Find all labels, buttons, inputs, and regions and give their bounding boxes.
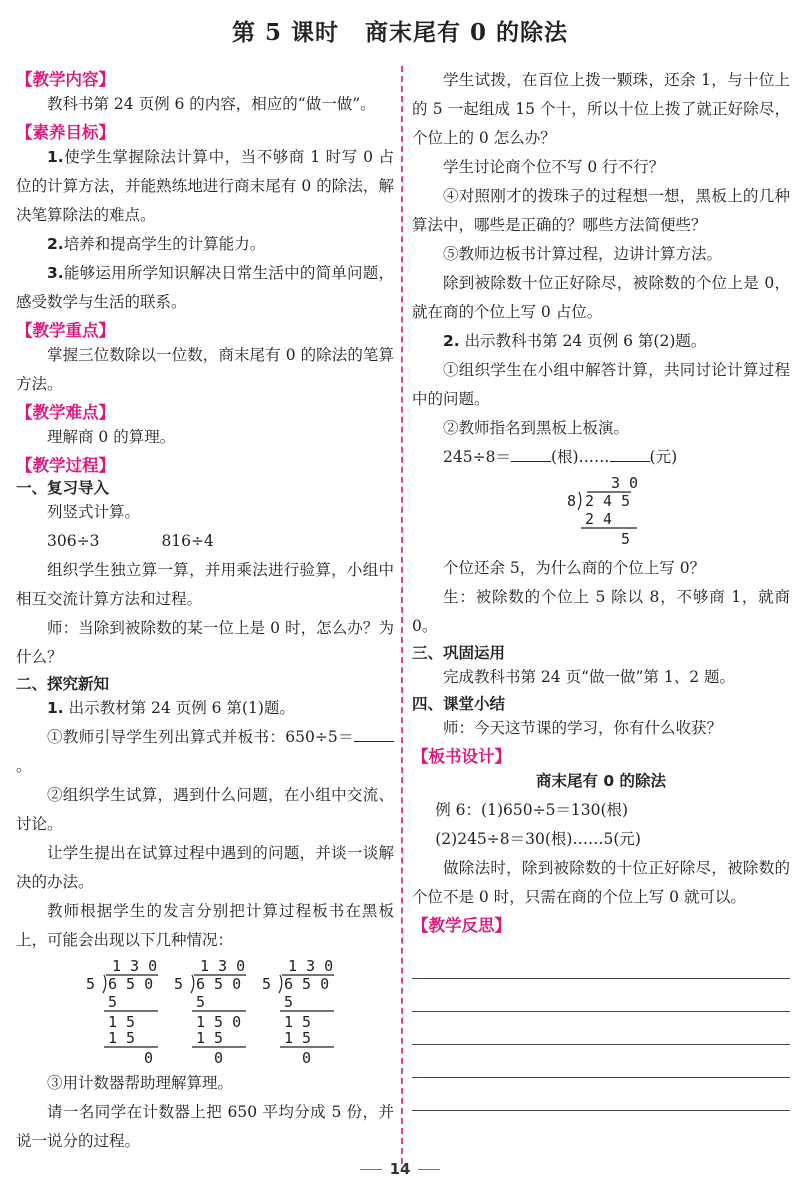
division-case-2: [174, 957, 246, 1067]
s2-p17: 个位还余 5，为什么商的个位上写 0？: [443, 559, 706, 577]
writing-line[interactable]: [412, 979, 790, 1012]
s2-p2: ①教师引导学生列出算式并板书：650÷5＝。: [16, 723, 394, 781]
goal-3: 3.能够运用所学知识解决日常生活中的简单问题，感受数学与生活的联系。: [16, 264, 394, 311]
d245-dividend: 2 4 5: [585, 492, 631, 510]
case2-dividend: 6 5 0: [196, 975, 242, 993]
title-topic: 商末尾有 0 的除法: [365, 19, 569, 46]
section-board-heading: 【板书设计】: [412, 747, 511, 766]
case1-remainder: 0: [144, 1049, 154, 1067]
case1-step3: 1 5: [108, 1029, 136, 1047]
case1-dividend: 6 5 0: [108, 975, 154, 993]
section-difficulty-heading: 【教学难点】: [16, 403, 115, 422]
s2-p10: ④对照刚才的拨珠子的过程想一想，黑板上的几种算法中，哪些是正确的？哪些方法简便些？: [412, 187, 790, 234]
board-line-1: 例 6：(1)650÷5＝130(根): [435, 801, 629, 819]
s1-p3: 师：当除到被除数的某一位上是 0 时，怎么办？为什么？: [16, 619, 394, 666]
d245-quotient: 3 0: [611, 474, 639, 492]
title-lesson: 第 5 课时: [231, 19, 339, 46]
case3-dividend: 6 5 0: [284, 975, 330, 993]
case2-step3: 1 5: [196, 1029, 224, 1047]
goal-1: 1.使学生掌握除法计算中，当不够商 1 时写 0 占位的计算方法，并能熟练地进行商末尾有 0 的除法，解决笔算除法的难点。: [16, 148, 394, 224]
division-case-3: [262, 957, 334, 1067]
division-245-svg: [412, 472, 790, 554]
case2-quotient: 1 3 0: [200, 957, 246, 975]
d245-remainder: 5: [621, 530, 631, 548]
s4-p1: 师：今天这节课的学习，你有什么收获？: [443, 719, 723, 737]
s2-p1: 1. 出示教材第 24 页例 6 第(1)题。: [47, 699, 295, 717]
board-line-3: 做除法时，除到被除数的十位正好除尽，被除数的个位不是 0 时，只需在商的个位上写 0 就可以。: [412, 859, 790, 906]
d245-divisor: 8: [567, 492, 577, 510]
case1-quotient: 1 3 0: [112, 957, 158, 975]
page-number: 14: [0, 1160, 800, 1178]
case2-divisor: 5: [174, 975, 184, 993]
s2-p15: ②教师指名到黑板上板演。: [443, 419, 630, 437]
s2-p6: ③用计数器帮助理解算理。: [47, 1074, 234, 1092]
answer-blank[interactable]: [354, 727, 394, 742]
section-goals-heading: 【素养目标】: [16, 123, 115, 142]
blank-remainder[interactable]: [610, 447, 650, 462]
s2-p14: ①组织学生在小组中解答计算，共同讨论计算过程中的问题。: [412, 361, 790, 408]
board-line-2: (2)245÷8＝30(根)……5(元): [435, 830, 641, 848]
s1-p1: 列竖式计算。: [47, 503, 141, 521]
case3-quotient: 1 3 0: [288, 957, 334, 975]
writing-line[interactable]: [412, 1078, 790, 1111]
case2-remainder: 0: [214, 1049, 224, 1067]
s2-p12: 除到被除数十位正好除尽，被除数的个位上是 0，就在商的个位上写 0 占位。: [412, 274, 790, 321]
s2-p11: ⑤教师边板书计算过程，边讲计算方法。: [443, 245, 723, 263]
step-2-heading: 二、探究新知: [16, 675, 110, 693]
section-process-heading: 【教学过程】: [16, 456, 115, 475]
case1-step1: 5: [108, 993, 118, 1011]
division-cases-svg: [16, 957, 394, 1069]
page-title: [0, 14, 800, 47]
s2-p8: 学生试拨，在百位上拨一颗珠，还余 1，与十位上的 5 一起组成 15 个十，所以十位上拨了就正好除尽，个位上的 0 怎么办？: [412, 71, 790, 147]
s2-p4: 让学生提出在试算过程中遇到的问题，并谈一谈解决的办法。: [16, 844, 394, 891]
content-text: 教科书第 24 页例 6 的内容，相应的“做一做”。: [47, 95, 376, 113]
column-divider: [401, 66, 403, 1164]
case2-step2: 1 5 0: [196, 1013, 242, 1031]
s2-p13: 2. 出示教科书第 24 页例 6 第(2)题。: [443, 332, 707, 350]
s1-exprs: 306÷3 816÷4: [47, 532, 214, 550]
writing-line[interactable]: [412, 1012, 790, 1045]
right-column: [412, 66, 790, 1111]
step-1-heading: 一、复习导入: [16, 479, 110, 497]
key-text: 掌握三位数除以一位数，商末尾有 0 的除法的笔算方法。: [16, 346, 394, 393]
s2-p16: 245÷8＝ (根)…… (元): [443, 448, 678, 466]
division-cases: [16, 957, 394, 1069]
s3-p1: 完成教科书第 24 页“做一做”第 1、2 题。: [443, 668, 736, 686]
d245-step1: 2 4: [585, 510, 613, 528]
step-4-heading: 四、课堂小结: [412, 695, 506, 713]
left-column: [16, 66, 394, 1156]
writing-line[interactable]: [412, 1045, 790, 1078]
s2-p3: ②组织学生试算，遇到什么问题，在小组中交流、讨论。: [16, 786, 394, 833]
case3-step2: 1 5: [284, 1013, 312, 1031]
s2-p5: 教师根据学生的发言分别把计算过程板书在黑板上，可能会出现以下几种情况：: [16, 902, 394, 949]
case2-step1: 5: [196, 993, 206, 1011]
case3-step3: 1 5: [284, 1029, 312, 1047]
section-reflection-heading: 【教学反思】: [412, 916, 511, 935]
division-case-1: [86, 957, 158, 1067]
s1-p2: 组织学生独立算一算，并用乘法进行验算，小组中相互交流计算方法和过程。: [16, 561, 394, 608]
section-content-heading: 【教学内容】: [16, 70, 115, 89]
reflection-lines[interactable]: [412, 946, 790, 1111]
case1-step2: 1 5: [108, 1013, 136, 1031]
difficulty-text: 理解商 0 的算理。: [47, 428, 176, 446]
step-3-heading: 三、巩固运用: [412, 644, 506, 662]
section-key-heading: 【教学重点】: [16, 321, 115, 340]
case3-remainder: 0: [302, 1049, 312, 1067]
division-245: [412, 472, 790, 554]
blank-quotient[interactable]: [511, 447, 551, 462]
case3-step1: 5: [284, 993, 294, 1011]
case3-divisor: 5: [262, 975, 272, 993]
goal-2: 2.培养和提高学生的计算能力。: [47, 235, 266, 253]
case1-divisor: 5: [86, 975, 96, 993]
s2-p9: 学生讨论商个位不写 0 行不行？: [443, 158, 665, 176]
board-title: 商末尾有 0 的除法: [535, 772, 667, 790]
s2-p18: 生：被除数的个位上 5 除以 8，不够商 1，就商 0。: [412, 588, 790, 635]
writing-line[interactable]: [412, 946, 790, 979]
s2-p7: 请一名同学在计数器上把 650 平均分成 5 份，并说一说分的过程。: [16, 1103, 394, 1150]
